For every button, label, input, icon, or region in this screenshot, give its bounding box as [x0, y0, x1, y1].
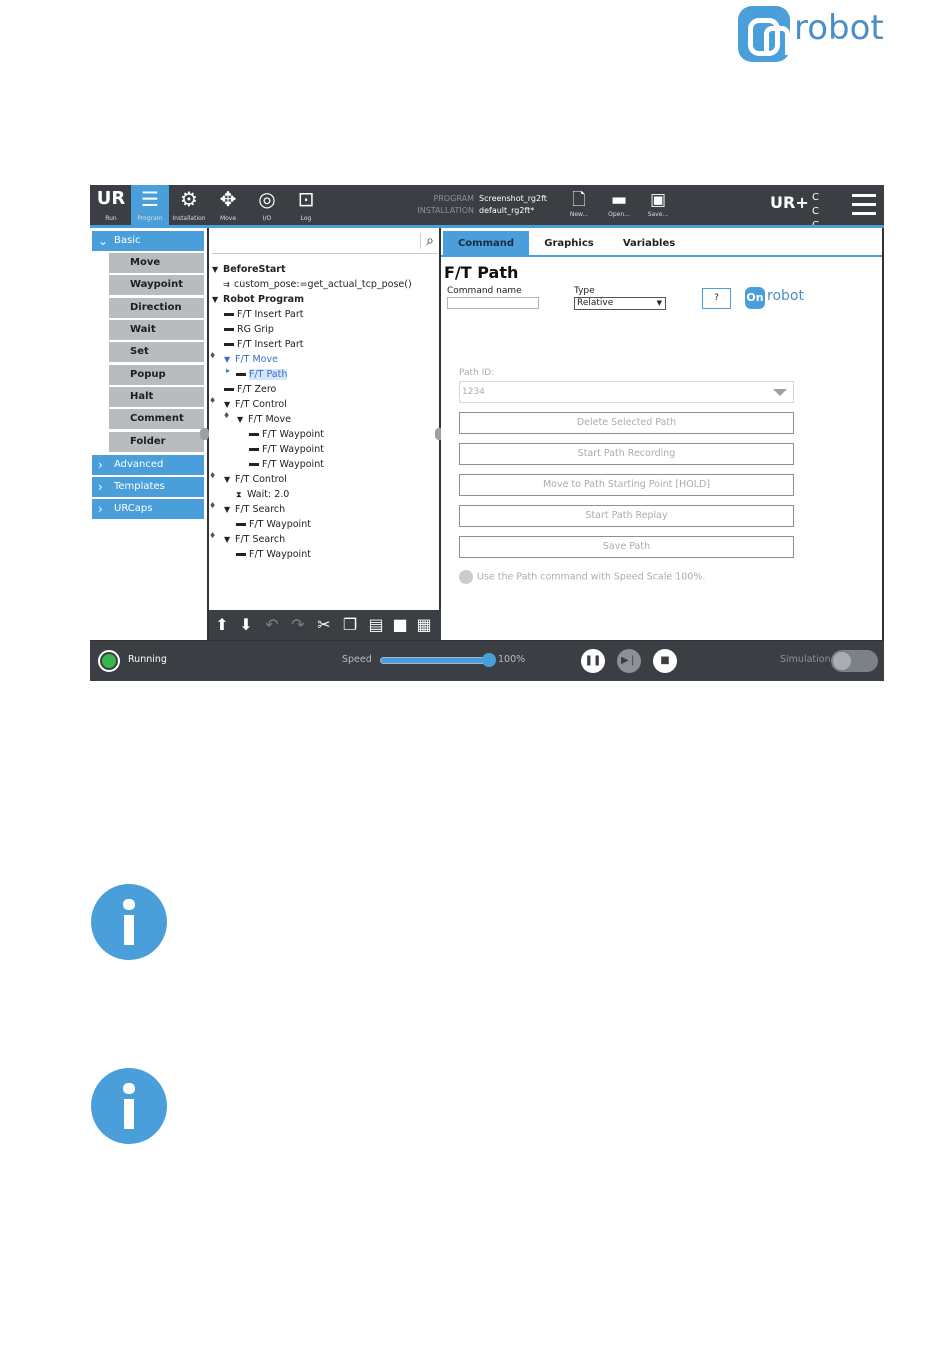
- category-advanced-label: Advanced: [114, 459, 164, 470]
- tree-row-selected[interactable]: [236, 367, 287, 382]
- tree-row[interactable]: [212, 262, 286, 277]
- onrobot-mini-logo: [745, 286, 805, 310]
- category-basic[interactable]: [92, 231, 204, 251]
- tree-row[interactable]: [249, 442, 324, 457]
- io-tab[interactable]: [248, 185, 286, 225]
- onrobot-logo: [738, 4, 884, 64]
- log-tab[interactable]: [287, 185, 325, 225]
- tree-row[interactable]: [236, 487, 289, 502]
- tree-row-label: Wait: 2.0: [247, 489, 290, 500]
- speed-value: 100%: [498, 654, 526, 665]
- tree-row-label: F/T Waypoint: [262, 444, 324, 455]
- simulation-toggle[interactable]: [831, 650, 878, 672]
- program-tab[interactable]: [131, 185, 169, 225]
- expand-toggle-icon[interactable]: ▼: [224, 535, 231, 544]
- tree-row[interactable]: [212, 292, 304, 307]
- tree-row[interactable]: [224, 502, 285, 517]
- delete-icon[interactable]: ■: [392, 615, 408, 634]
- tree-row[interactable]: [236, 547, 311, 562]
- tree-row[interactable]: [237, 412, 291, 427]
- node-move[interactable]: Move: [109, 253, 204, 273]
- paste-icon[interactable]: ▤: [368, 615, 384, 634]
- installation-tab-label: Installation: [172, 215, 206, 222]
- path-id-select[interactable]: [459, 381, 794, 403]
- open-folder-icon: ▬: [610, 190, 628, 210]
- program-tab-label: Program: [137, 215, 163, 222]
- simulation-label: Simulation: [780, 654, 831, 665]
- category-templates-label: Templates: [114, 481, 165, 492]
- tree-row[interactable]: [224, 397, 287, 412]
- onrobot-mini-badge: On: [745, 287, 765, 309]
- tree-row-label: F/T Insert Part: [237, 309, 304, 320]
- tree-row-label: F/T Control: [235, 399, 287, 410]
- node-direction[interactable]: Direction: [109, 298, 204, 318]
- node-dash-icon: [249, 433, 259, 436]
- onrobot-mini-text: robot: [767, 288, 804, 304]
- tree-row-label: F/T Search: [235, 504, 286, 515]
- command-name-label: Command name: [447, 286, 522, 296]
- tree-row-label: RG Grip: [237, 324, 274, 335]
- tab-variables[interactable]: Variables: [622, 238, 676, 249]
- start-path-replay-button[interactable]: Start Path Replay: [459, 505, 794, 527]
- undo-icon[interactable]: ↶: [265, 615, 279, 634]
- io-icon: ◎: [258, 187, 276, 211]
- step-button[interactable]: ▶❘: [617, 649, 641, 673]
- node-folder[interactable]: Folder: [109, 432, 204, 452]
- onrobot-logo-text: robot: [794, 8, 884, 48]
- node-dash-icon: [224, 343, 234, 346]
- program-icon: ☰: [141, 187, 159, 211]
- header-bar: [90, 185, 884, 225]
- installation-value: default_rg2ft*: [479, 206, 535, 215]
- onrobot-logo-badge: [738, 6, 790, 62]
- run-status-label: Running: [128, 654, 167, 665]
- breakpoint-pin-icon: ♦: [209, 531, 217, 540]
- node-dash-icon: [236, 523, 246, 526]
- breakpoint-pin-icon: ♦: [209, 501, 217, 510]
- tree-row[interactable]: [224, 532, 285, 547]
- tree-row-label: F/T Control: [235, 474, 287, 485]
- move-up-icon[interactable]: ⬆: [215, 615, 229, 634]
- speed-label: Speed: [342, 654, 372, 665]
- speed-slider-track[interactable]: [380, 657, 488, 664]
- speed-slider-knob[interactable]: [482, 653, 496, 667]
- cursor-arrow-icon: ▸: [226, 366, 231, 375]
- tree-row[interactable]: [224, 352, 278, 367]
- expand-toggle-icon[interactable]: ▼: [224, 505, 231, 514]
- breakpoint-pin-icon: ♦: [209, 351, 217, 360]
- new-button[interactable]: [564, 189, 594, 223]
- log-graph-icon: ⊡: [297, 187, 315, 211]
- polyscope-window: [90, 185, 884, 681]
- tree-toolbar: [209, 610, 441, 640]
- tab-command[interactable]: Command: [443, 231, 529, 257]
- chevron-right-icon: ›: [98, 458, 103, 472]
- type-select-value: Relative: [577, 298, 614, 308]
- type-select[interactable]: [574, 297, 666, 310]
- tree-row-label: F/T Path: [249, 369, 288, 380]
- collapse-left-handle[interactable]: [200, 428, 209, 440]
- tree-row-label: F/T Waypoint: [249, 549, 311, 560]
- move-to-path-start-button[interactable]: Move to Path Starting Point [HOLD]: [459, 474, 794, 496]
- expand-toggle-icon[interactable]: ▼: [224, 475, 231, 484]
- program-info-keys: [412, 193, 474, 217]
- tree-row[interactable]: [224, 472, 287, 487]
- program-tree-panel: [207, 228, 439, 640]
- program-key: PROGRAM: [433, 194, 474, 203]
- new-file-icon: 🗋: [572, 190, 586, 210]
- chevron-right-icon: ›: [98, 502, 103, 516]
- node-dash-icon: [249, 463, 259, 466]
- category-basic-label: Basic: [114, 235, 141, 246]
- hamburger-menu-icon[interactable]: [852, 194, 876, 216]
- expand-toggle-icon[interactable]: ▼: [224, 400, 231, 409]
- tab-graphics[interactable]: Graphics: [544, 238, 594, 249]
- info-icon: [91, 1068, 167, 1144]
- tab-bar: [441, 231, 882, 257]
- speed-note: [459, 570, 705, 584]
- cc-indicator[interactable]: C C: [812, 192, 823, 217]
- tree-row-label: F/T Insert Part: [237, 339, 304, 350]
- expand-toggle-icon[interactable]: ▼: [237, 415, 244, 424]
- tree-row[interactable]: [249, 427, 324, 442]
- command-panel: [441, 228, 882, 640]
- node-waypoint[interactable]: Waypoint: [109, 275, 204, 295]
- robot-arm-icon: ⚙: [180, 187, 198, 211]
- tree-row[interactable]: [224, 382, 276, 397]
- path-id-label: Path ID:: [459, 368, 495, 378]
- tree-row-label: Robot Program: [223, 294, 304, 305]
- type-label: Type: [574, 286, 595, 296]
- move-arrows-icon: ✥: [219, 187, 237, 211]
- urplus-button[interactable]: UR+: [770, 193, 809, 212]
- program-info-values: [479, 193, 547, 217]
- search-icon[interactable]: ⌕: [420, 233, 434, 249]
- category-advanced[interactable]: [92, 455, 204, 475]
- move-tab[interactable]: [209, 185, 247, 225]
- io-tab-label: I/O: [262, 215, 272, 222]
- command-name-input[interactable]: [447, 297, 539, 309]
- category-urcaps[interactable]: [92, 499, 204, 519]
- node-set[interactable]: Set: [109, 342, 204, 362]
- new-label: New...: [569, 211, 589, 218]
- tree-row-label: F/T Waypoint: [249, 519, 311, 530]
- node-dash-icon: [236, 553, 246, 556]
- tree-row-label: F/T Move: [235, 354, 278, 365]
- info-icon: [91, 884, 167, 960]
- node-popup[interactable]: Popup: [109, 365, 204, 385]
- assignment-icon: ⇉: [223, 280, 230, 289]
- save-path-button[interactable]: Save Path: [459, 536, 794, 558]
- command-title: F/T Path: [444, 263, 519, 282]
- cut-icon[interactable]: ✂: [317, 615, 331, 634]
- installation-key: INSTALLATION: [417, 206, 474, 215]
- chevron-down-icon: ▼: [656, 299, 662, 307]
- breakpoint-pin-icon: ♦: [209, 396, 217, 405]
- tree-row-label: BeforeStart: [223, 264, 286, 275]
- category-templates[interactable]: [92, 477, 204, 497]
- program-nodes-panel: [90, 228, 207, 640]
- chevron-right-icon: ›: [98, 480, 103, 494]
- tree-row[interactable]: [224, 307, 304, 322]
- pause-button[interactable]: ❚❚: [581, 649, 605, 673]
- info-dot-icon: [459, 570, 473, 584]
- tree-row-label: F/T Move: [248, 414, 291, 425]
- node-dash-icon: [224, 328, 234, 331]
- node-halt[interactable]: Halt: [109, 387, 204, 407]
- program-value: Screenshot_rg2ft: [479, 194, 547, 203]
- tree-row[interactable]: [224, 322, 274, 337]
- suppress-icon[interactable]: ▦: [416, 615, 432, 634]
- path-id-value: 1234: [462, 387, 485, 397]
- ur-logo-icon: UR: [96, 188, 126, 209]
- stop-button[interactable]: ■: [653, 649, 677, 673]
- delete-selected-path-button[interactable]: Delete Selected Path: [459, 412, 794, 434]
- copy-icon[interactable]: ❐: [342, 615, 358, 634]
- tree-row[interactable]: [224, 337, 304, 352]
- tree-row-label: F/T Search: [235, 534, 286, 545]
- run-tab[interactable]: [92, 185, 130, 225]
- open-label: Open...: [608, 211, 630, 218]
- node-wait[interactable]: Wait: [109, 320, 204, 340]
- breakpoint-pin-icon: ♦: [223, 411, 231, 420]
- tree-row-label: F/T Waypoint: [262, 459, 324, 470]
- move-tab-label: Move: [219, 215, 237, 222]
- tree-row-label: custom_pose:=get_actual_tcp_pose(): [234, 279, 412, 290]
- dropdown-triangle-icon: [773, 389, 787, 396]
- tree-row-label: F/T Zero: [237, 384, 277, 395]
- breakpoint-pin-icon: ♦: [209, 471, 217, 480]
- open-button[interactable]: [604, 189, 634, 223]
- expand-toggle-icon[interactable]: ▼: [212, 295, 219, 304]
- node-dash-icon: [224, 388, 234, 391]
- installation-tab[interactable]: [170, 185, 208, 225]
- tree-row[interactable]: [236, 517, 311, 532]
- category-urcaps-label: URCaps: [114, 503, 153, 514]
- save-label: Save...: [647, 211, 669, 218]
- node-dash-icon: [236, 373, 246, 376]
- help-button[interactable]: ?: [702, 288, 731, 309]
- speed-note-text: Use the Path command with Speed Scale 100%.: [477, 571, 706, 583]
- save-button[interactable]: [643, 189, 673, 223]
- save-icon: ▣: [649, 190, 667, 210]
- tree-row[interactable]: [223, 277, 412, 292]
- node-comment[interactable]: Comment: [109, 409, 204, 429]
- run-tab-label: Run: [105, 215, 117, 222]
- footer-bar: [90, 641, 884, 681]
- start-path-recording-button[interactable]: Start Path Recording: [459, 443, 794, 465]
- running-status-icon: [98, 650, 120, 672]
- expand-toggle-icon[interactable]: ▼: [224, 355, 231, 364]
- node-dash-icon: [249, 448, 259, 451]
- log-tab-label: Log: [300, 215, 312, 222]
- chevron-down-icon: ⌄: [98, 234, 109, 248]
- tree-search-field[interactable]: [212, 232, 438, 254]
- move-down-icon[interactable]: ⬇: [239, 615, 253, 634]
- hourglass-icon: ⧗: [236, 490, 242, 499]
- node-dash-icon: [224, 313, 234, 316]
- expand-toggle-icon[interactable]: ▼: [212, 265, 219, 274]
- tree-row-label: F/T Waypoint: [262, 429, 324, 440]
- redo-icon[interactable]: ↷: [291, 615, 305, 634]
- tree-row[interactable]: [249, 457, 324, 472]
